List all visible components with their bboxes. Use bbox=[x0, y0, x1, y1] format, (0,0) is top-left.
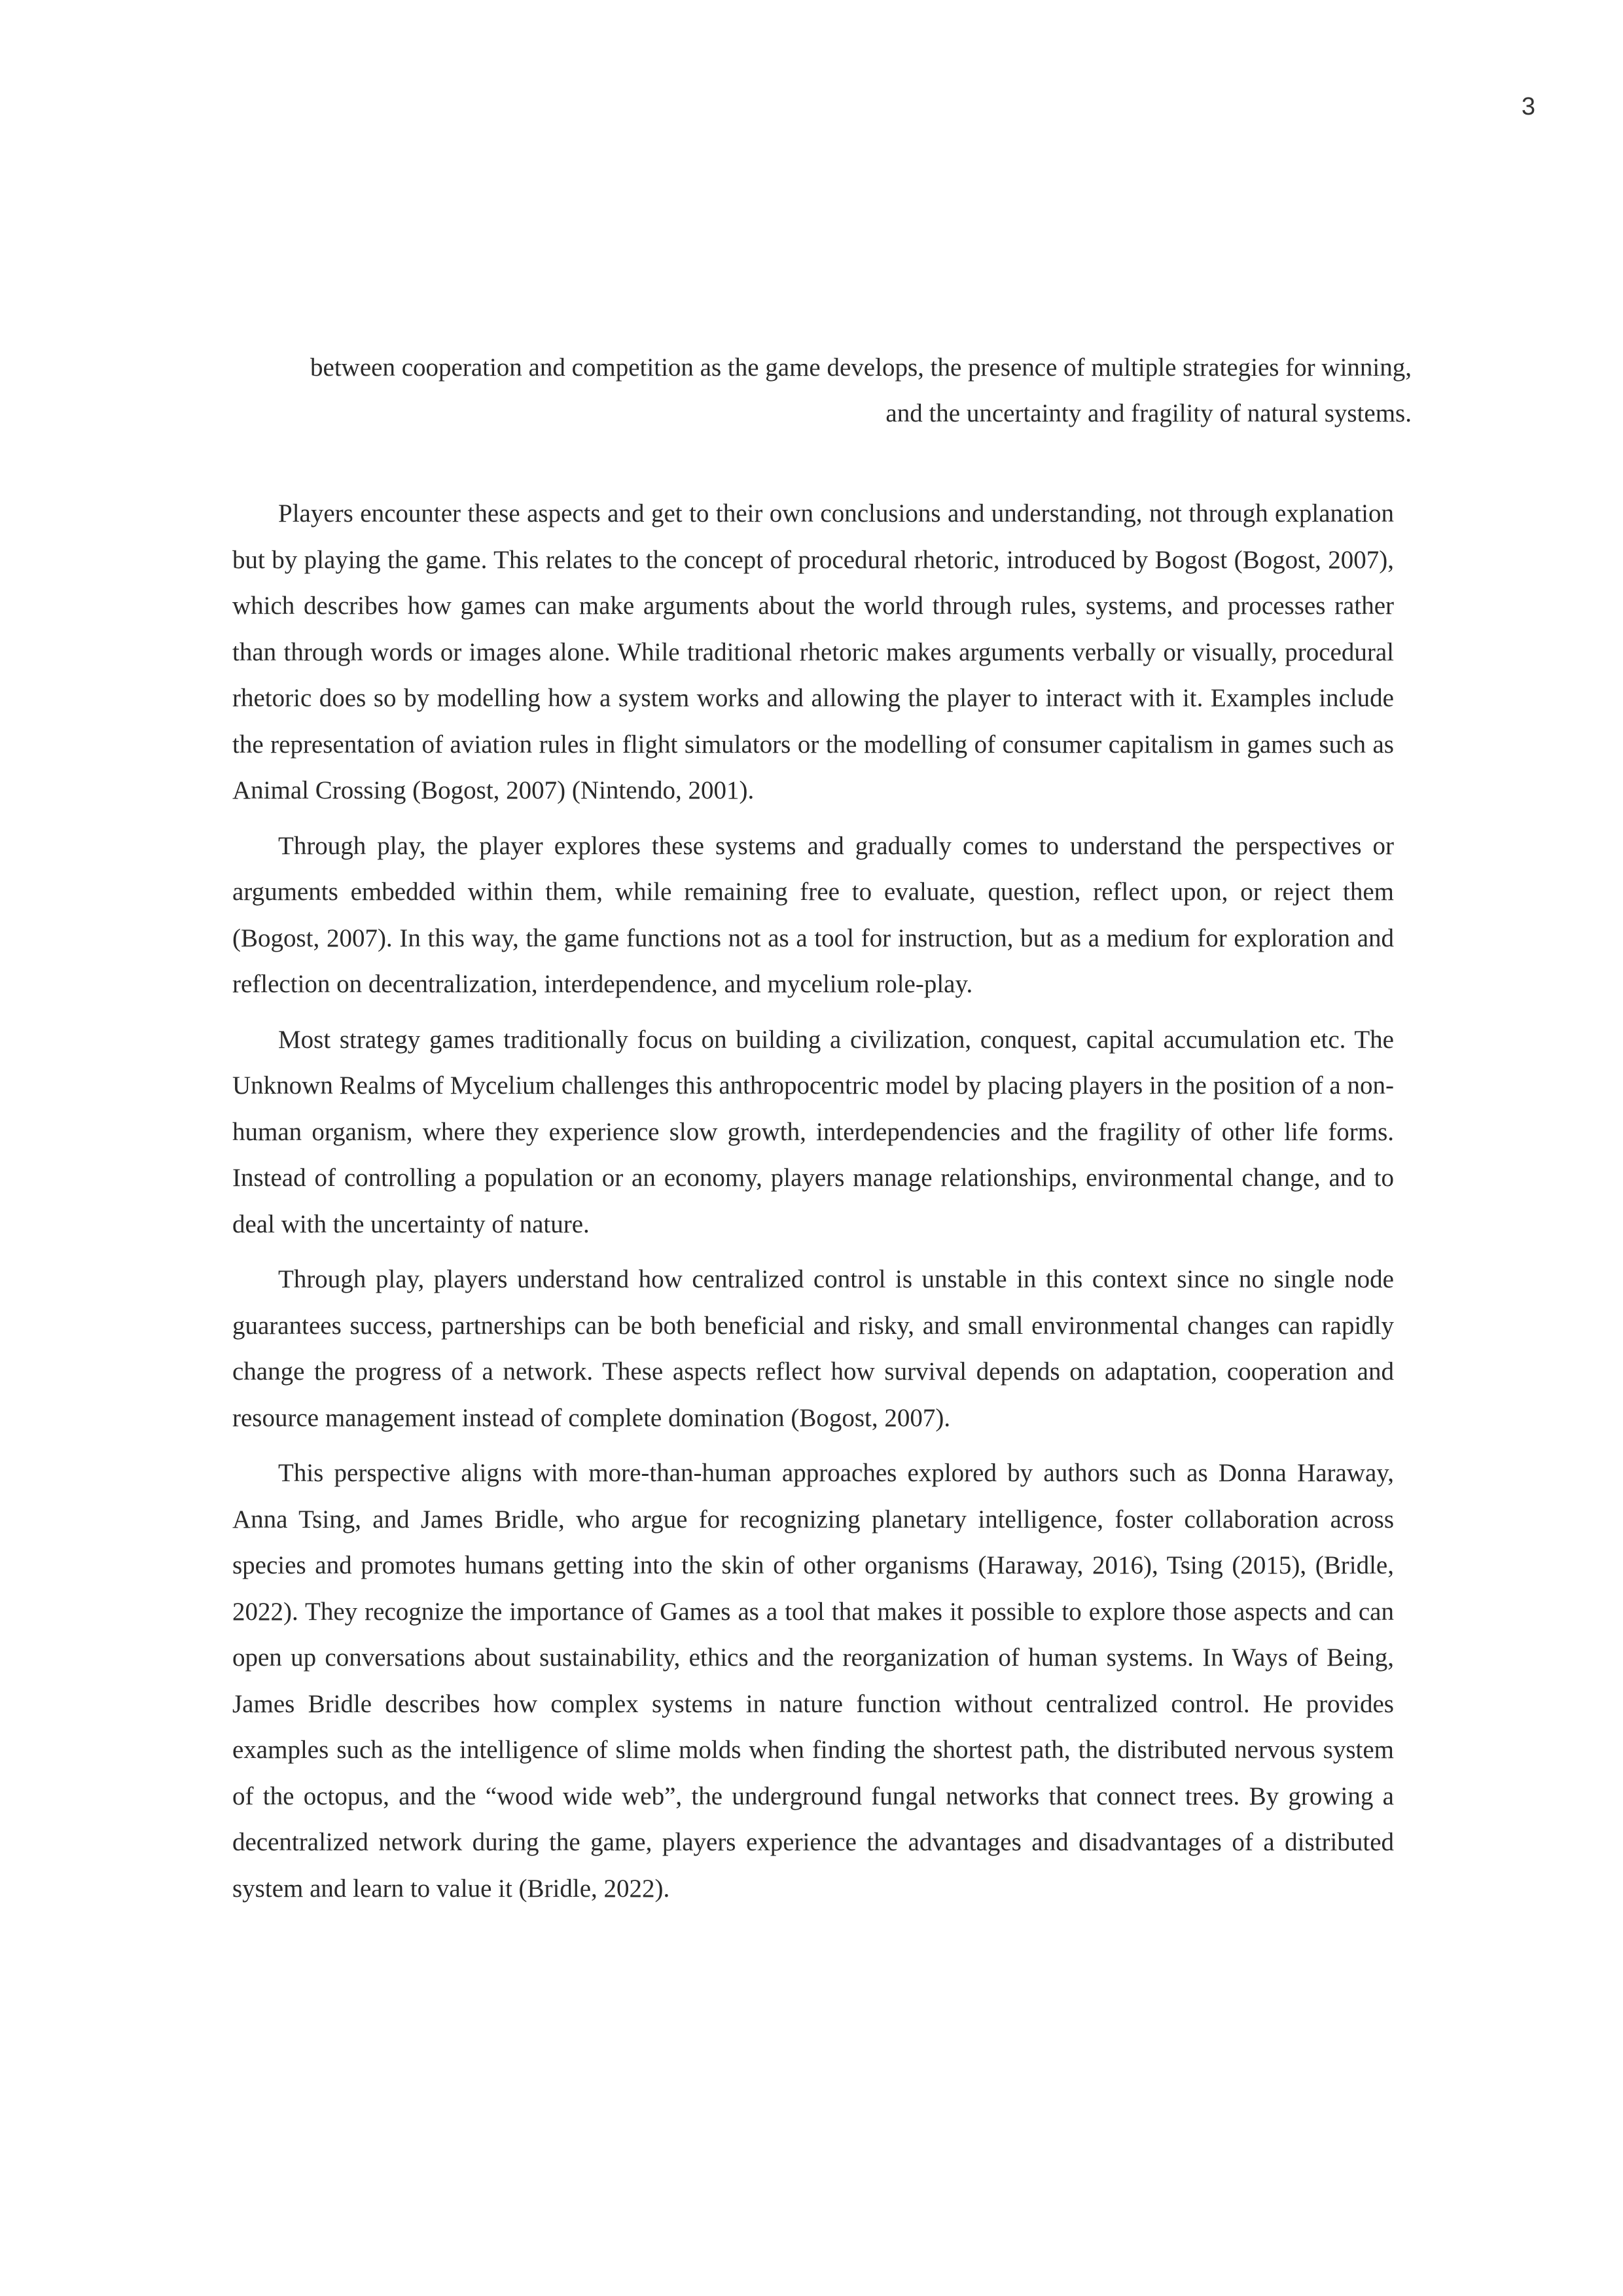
paragraph-centralized-control: Through play, players understand how centralized control is unstable in this context since no single node guarantees success, partnerships can be both beneficial and risky, and small environmental changes can rapidly change the progress of a network. These aspects reflect how survival depends on adaptation, cooperation and resource management instead of complete domination (Bogost, 2007). bbox=[232, 1265, 1394, 1432]
paragraph-through-play-player: Through play, the player explores these systems and gradually comes to understand the perspectives or arguments embedded within them, while remaining free to evaluate, question, reflect upon, or reject them (Bogost, 2007). In this way, the game functions not as a tool for instruction, but as a medium for exploration and reflection on decentralization, interdependence, and mycelium role-play. bbox=[232, 831, 1394, 998]
paragraph-procedural-rhetoric: Players encounter these aspects and get to their own conclusions and understanding, not through explanation but by playing the game. This relates to the concept of procedural rhetoric, introduced by Bogost (Bogost, 2007), which describes how games can make arguments about the world through rules, systems, and processes rather than through words or images alone. While traditional rhetoric makes arguments verbally or visually, procedural rhetoric does so by modelling how a system works and allowing the player to interact with it. Examples include the representation of aviation rules in flight simulators or the modelling of consumer capitalism in games such as Animal Crossing (Bogost, 2007) (Nintendo, 2001). bbox=[232, 499, 1394, 804]
continued-paragraph bbox=[247, 345, 1412, 437]
continued-line-2: and the uncertainty and fragility of natural systems. bbox=[885, 399, 1412, 427]
continued-line-1: between cooperation and competition as the game develops, the presence of multiple strategies for winning, bbox=[310, 353, 1412, 382]
page-number: 3 bbox=[1521, 93, 1535, 120]
paragraph-strategy-games: Most strategy games traditionally focus on building a civilization, conquest, capital accumulation etc. The Unknown Realms of Mycelium challenges this anthropocentric model by placing players in the position of a non-human organism, where they experience slow growth, interdependencies and the fragility of other life forms. Instead of controlling a population or an economy, players manage relationships, environmental change, and to deal with the uncertainty of nature. bbox=[232, 1025, 1394, 1238]
body-text bbox=[232, 491, 1394, 1921]
paragraph-more-than-human: This perspective aligns with more-than-human approaches explored by authors such as Donna Haraway, Anna Tsing, and James Bridle, who argue for recognizing planetary intelligence, foster collaboration across species and promotes humans getting into the skin of other organisms (Haraway, 2016), Tsing (2015), (Bridle, 2022). They recognize the importance of Games as a tool that makes it possible to explore those aspects and can open up conversations about sustainability, ethics and the reorganization of human systems. In Ways of Being, James Bridle describes how complex systems in nature function without centralized control. He provides examples such as the intelligence of slime molds when finding the shortest path, the distributed nervous system of the octopus, and the “wood wide web”, the underground fungal networks that connect trees. By growing a decentralized network during the game, players experience the advantages and disadvantages of a distributed system and learn to value it (Bridle, 2022). bbox=[232, 1459, 1394, 1903]
